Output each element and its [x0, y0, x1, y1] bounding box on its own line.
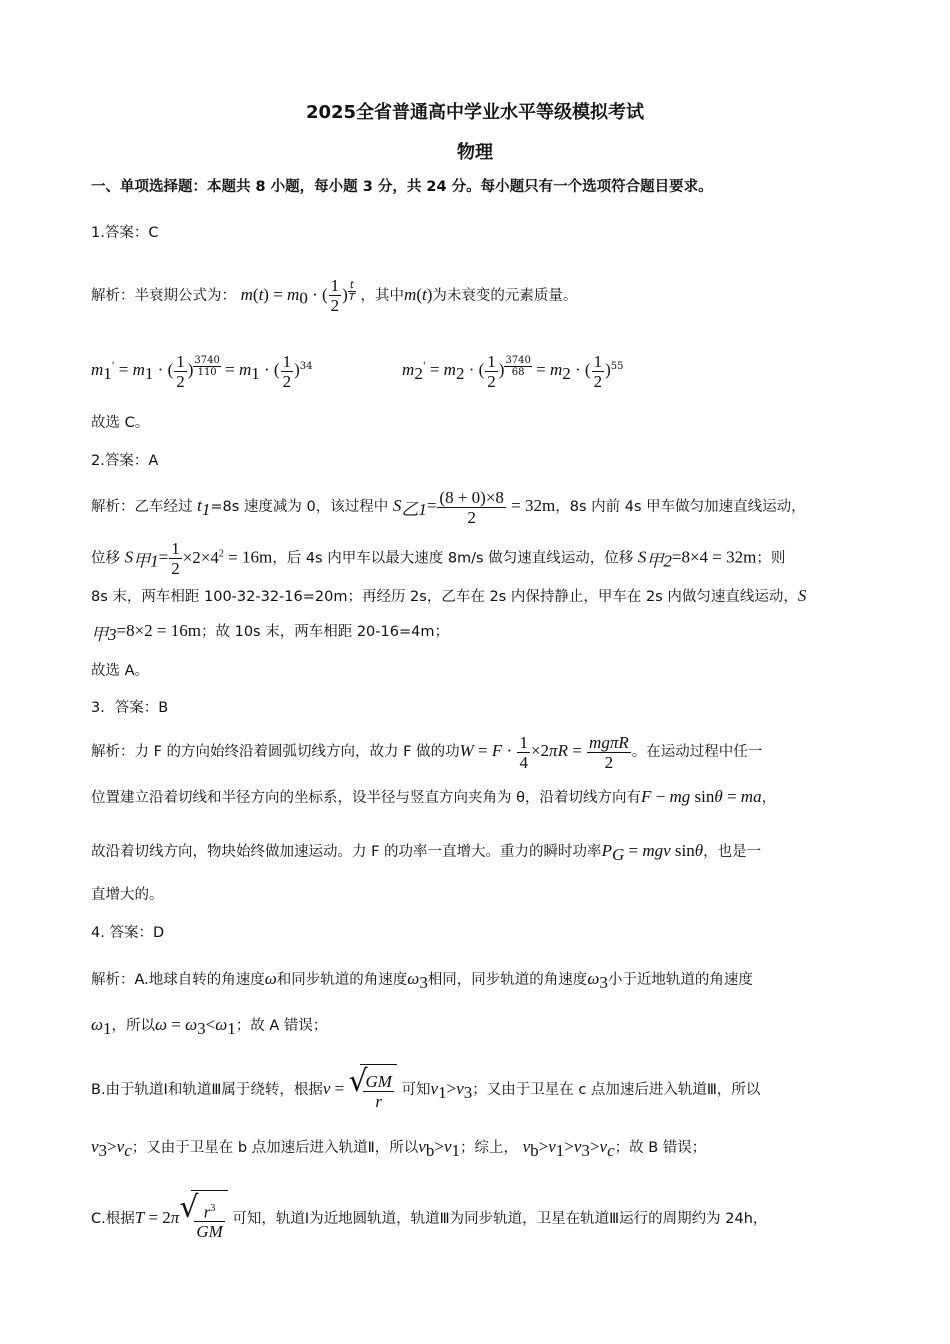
q3-line1: 解析：力 F 的方向始终沿着圆弧切线方向，故力 F 做的功W = F · $\frac{1}{4}$ ×2πR = $\frac{\text{mgπR}}{2}$ 。在运动过程中任一 [91, 732, 763, 772]
q3-line4: 直增大的。 [91, 887, 164, 903]
exam-title: 2025全省普通高中学业水平等级模拟考试 [305, 102, 645, 123]
subject-title: 物理 [457, 142, 493, 163]
section-heading: 一、单项选择题：本题共 8 小题，每小题 3 分，共 24 分。每小题只有一个选项符合题目要求。 [91, 179, 713, 195]
q4-line-c1: C.根据T = 2π √ $\frac{r^3}{GM}$ 可知，轨道Ⅰ为近地圆轨道，轨道Ⅲ为同步轨道，卫星在轨道Ⅲ运行的周期约为 24h， [91, 1190, 863, 1246]
q3-line3: 故沿着切线方向，物块始终做加速运动。力 F 的功率一直增大。重力的瞬时功率$P_G$ = mgv sinθ，也是一 [91, 841, 762, 864]
q2-line4: $_{甲3}$=8×2 = 16m；故 10s 末，两车相距 20-16=4m； [91, 621, 449, 644]
q2-line1: 解析：乙车经过 $t_1=8s$ 速度减为 0，该过程中 $S_{乙1}=$ $\frac{(8 + 0)\times 8}{2}$ = 32m，8s 内前 4s 甲车做匀加速直线运动， [91, 487, 806, 527]
q4-line-b2: $v_3>v_c$；又由于卫星在 b 点加速后进入轨道Ⅱ，所以$v_b>v_1$；综上， $v_b>v_1>v_3>v_c$；故 B 错误； [91, 1137, 707, 1160]
q2-answer: 2.答案：A [91, 453, 159, 469]
q4-line2: $\omega_1$，所以$\omega = \omega_3<\omega_1$；故 A 错误； [91, 1015, 328, 1038]
q1-analysis: 解析：半衰期公式为： $m(t) = m_0$ · ( $\frac{1}{2}$ ) $^{\frac{t}{T}}$ ，其中m(t)为未衰变的元素质量。 [91, 276, 578, 316]
q2-line3: 8s 末，两车相距 100-32-32-16=20m；再经历 2s，乙车在 2s 内保持静止，甲车在 2s 内做匀速直线运动，S [91, 586, 807, 605]
q2-line2: 位移 $S_{甲1}=$ $\frac{1}{2}$ $\times 2\times 4^2 = 16m$，后 4s 内甲车以最大速度 8m/s 做匀速直线运动，位移 $S_{甲2}=8\times 4 = 32m$；则 [91, 539, 786, 579]
q4-line1: 解析：A.地球自转的角速度ω和同步轨道的角速度$\omega_3$相同，同步轨道的角速度$\omega_3$小于近地轨道的角速度 [91, 969, 753, 992]
q3-line2: 位置建立沿着切线和半径方向的坐标系，设半径与竖直方向夹角为 θ，沿着切线方向有F − mg sinθ = ma， [91, 787, 777, 806]
q2-conclusion: 故选 A。 [91, 663, 150, 679]
q4-line-b1: B.由于轨道Ⅰ和轨道Ⅲ属于绕转，根据v = √ $\frac{GM}{r}$ 可知$v_1>v_3$；又由于卫星在 c 点加速后进入轨道Ⅲ，所以 [91, 1064, 863, 1114]
q1-conclusion: 故选 C。 [91, 415, 150, 431]
q3-answer: 3．答案：B [91, 700, 169, 716]
q1-answer: 1.答案：C [91, 225, 159, 241]
q4-answer: 4. 答案：D [91, 925, 165, 941]
q1-equations: $m_1' = m_1$ · ( $\frac{1}{2}$ ) $^{\frac{3740}{110}}$ = $m_1$ · ( $\frac{1}{2}$ )$^{34}$ $m_2' = m_2$ · ( $\frac{1}{2}$ ) $^{\frac{3740}{68}}$ = $m_2$ · ( $\frac{1}{2}$ )$^{55}$ [91, 351, 624, 391]
